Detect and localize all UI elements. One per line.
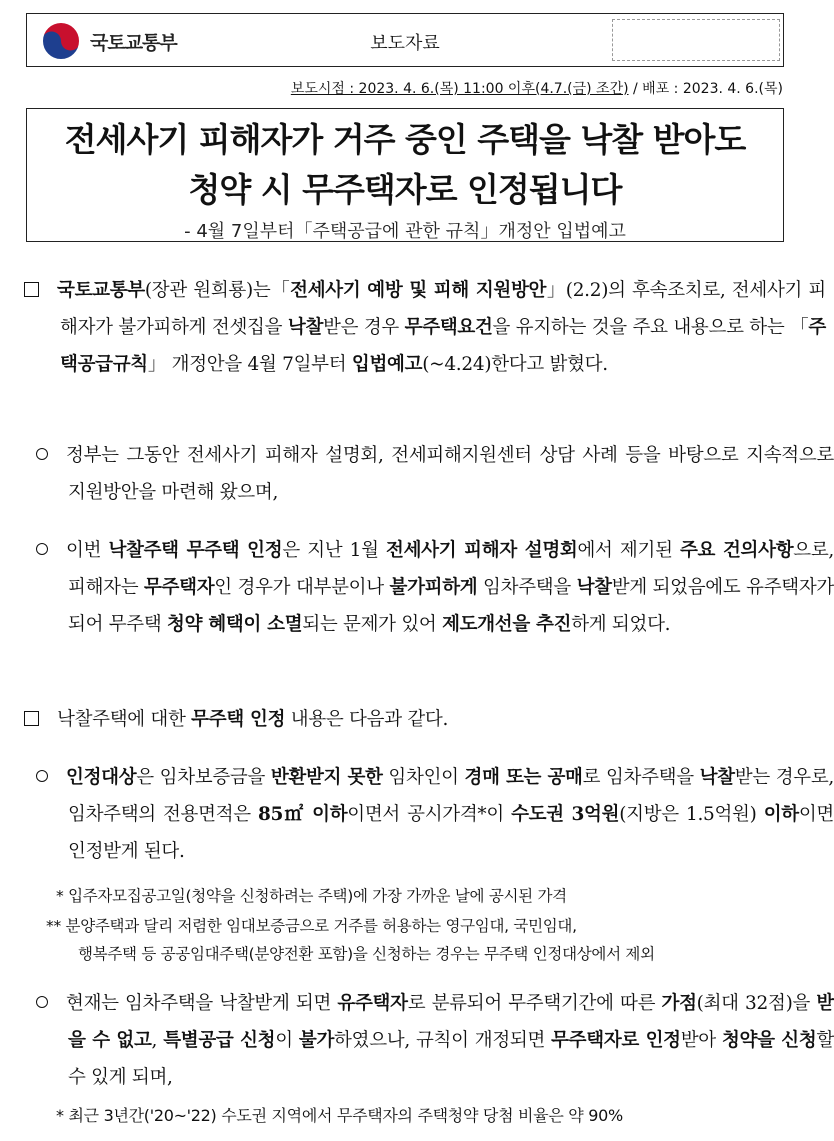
paragraph-6: 현재는 임차주택을 낙찰받게 되면 유주택자로 분류되어 무주택기간에 따른 가점(최대 32점)을 받을 수 없고, 특별공급 신청이 불가하였으나, 규칙이 개정되면 무주택자로 인정받아 청약을 신청할 수 있게 되며, <box>24 985 834 1096</box>
paragraph-3: 이번 낙찰주택 무주택 인정은 지난 1월 전세사기 피해자 설명회에서 제기된 주요 건의사항으로, 피해자는 무주택자인 경우가 대부분이나 불가피하게 임차주택을 낙찰받게 되었음에도 유주택자가 되어 무주택 청약 혜택이 소멸되는 문제가 있어 제도개선을 추진하게 되었다. <box>24 532 834 643</box>
paragraph-1: 국토교통부(장관 원희룡)는「전세사기 예방 및 피해 지원방안」(2.2)의 후속조치로, 전세사기 피해자가 불가피하게 전셋집을 낙찰받은 경우 무주택요건을 유지하는 것을 주요 내용으로 하는 「주택공급규칙」 개정안을 4월 7일부터 입법예고(~4.24)한다고 밝혔다. <box>24 272 826 383</box>
paragraph-4: 낙찰주택에 대한 무주택 인정 내용은 다음과 같다. <box>24 701 826 738</box>
footnote-2-line-2: 행복주택 등 공공임대주택(분양전환 포함)을 신청하는 경우는 무주택 인정대상에서 제외 <box>78 945 655 963</box>
embargo-time: 보도시점 : 2023. 4. 6.(목) 11:00 이후(4.7.(금) 조간) <box>290 81 629 97</box>
embargo-line <box>291 78 783 98</box>
taegeuk-logo-icon <box>40 20 82 62</box>
circle-bullet-icon <box>36 770 48 782</box>
footnote-3: * 최근 3년간('20~'22) 수도권 지역에서 무주택자의 주택청약 당첨 비율은 약 90% <box>56 1106 623 1125</box>
footnote-2-line-1: ** 분양주택과 달리 저렴한 임대보증금으로 거주를 허용하는 영구임대, 국민임대, <box>46 917 577 935</box>
stamp-box <box>612 19 780 61</box>
square-bullet-icon <box>24 282 39 297</box>
paragraph-5: 인정대상은 임차보증금을 반환받지 못한 임차인이 경매 또는 공매로 임차주택을 낙찰받는 경우로, 임차주택의 전용면적은 85㎡ 이하이면서 공시가격*이 수도권 3억원(지방은 1.5억원) 이하이면 인정받게 된다. <box>24 759 834 870</box>
footnote-1: * 입주자모집공고일(청약을 신청하려는 주택)에 가장 가까운 날에 공시된 가격 <box>56 887 567 905</box>
circle-bullet-icon <box>36 543 48 555</box>
square-bullet-icon <box>24 711 39 726</box>
headline-line-2: 청약 시 무주택자로 인정됩니다 <box>188 170 622 209</box>
subtitle: - 4월 7일부터「주택공급에 관한 규칙」개정안 입법예고 <box>184 221 626 242</box>
paragraph-2: 정부는 그동안 전세사기 피해자 설명회, 전세피해지원센터 상담 사례 등을 바탕으로 지속적으로 지원방안을 마련해 왔으며, <box>24 437 834 511</box>
circle-bullet-icon <box>36 448 48 460</box>
release-type: 보도자료 <box>370 33 440 54</box>
headline-line-1: 전세사기 피해자가 거주 중인 주택을 낙찰 받아도 <box>64 120 746 159</box>
title-box <box>26 108 784 242</box>
distribution-date: / 배포 : 2023. 4. 6.(목) <box>628 81 783 97</box>
circle-bullet-icon <box>36 996 48 1008</box>
ministry-name: 국토교통부 <box>90 32 177 54</box>
